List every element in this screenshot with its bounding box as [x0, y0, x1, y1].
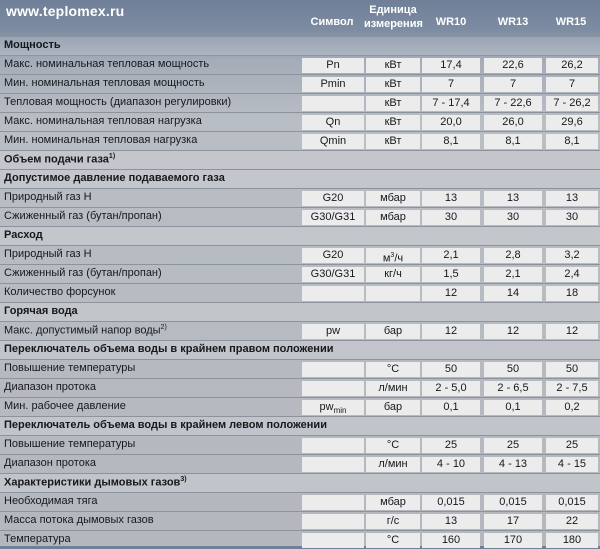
value-wr10: 17,4 — [422, 58, 480, 73]
table-row — [0, 492, 600, 511]
value-wr10: 2,1 — [422, 248, 480, 263]
symbol-text: Pn — [326, 59, 340, 71]
unit-text: кВт — [384, 59, 402, 71]
footnote-ref: 1) — [108, 153, 116, 160]
unit-text: г/с — [386, 515, 400, 527]
label-text: Масса потока дымовых газов — [4, 514, 154, 526]
table-row — [0, 435, 600, 454]
table-row — [0, 188, 600, 207]
symbol-cell — [302, 267, 364, 282]
symbol-text: G30/G31 — [310, 211, 356, 223]
unit-text: кВт — [384, 116, 402, 128]
section-title — [4, 172, 225, 184]
label-text: Температура — [4, 533, 71, 545]
symbol-cell — [302, 77, 364, 92]
value-wr15: 30 — [546, 210, 598, 225]
section-title — [4, 305, 78, 317]
label-text: Сжиженный газ (бутан/пропан) — [4, 267, 162, 279]
table-row — [0, 264, 600, 283]
parameter-label — [4, 58, 209, 70]
symbol-text: Qmin — [319, 135, 347, 147]
value-wr13: 8,1 — [484, 134, 542, 149]
symbol-text: G20 — [322, 249, 344, 261]
label-text: Повышение температуры — [4, 438, 136, 450]
value-wr10: 1,5 — [422, 267, 480, 282]
header-model-wr15: WR15 — [555, 16, 587, 28]
symbol-cell — [302, 438, 364, 453]
parameter-label — [4, 77, 205, 89]
value-wr10: 8,1 — [422, 134, 480, 149]
symbol-cell — [302, 495, 364, 510]
value-wr15: 18 — [546, 286, 598, 301]
unit-cell — [366, 286, 420, 301]
symbol-text: Pmin — [320, 78, 346, 90]
value-wr15: 0,015 — [546, 495, 598, 510]
value-wr15: 8,1 — [546, 134, 598, 149]
label-text: Природный газ H — [4, 191, 92, 203]
section-title — [4, 343, 333, 355]
unit-cell — [366, 495, 420, 510]
unit-cell — [366, 381, 420, 396]
label-text: Мощность — [4, 39, 61, 51]
unit-cell — [366, 210, 420, 225]
label-text: Горячая вода — [4, 305, 78, 317]
symbol-cell — [302, 191, 364, 206]
table-row — [0, 454, 600, 473]
value-wr15: 22 — [546, 514, 598, 529]
unit-cell — [366, 191, 420, 206]
symbol-cell — [302, 400, 364, 415]
value-wr13: 2,8 — [484, 248, 542, 263]
label-text: Количество форсунок — [4, 286, 116, 298]
table-row — [0, 530, 600, 549]
value-wr13: 170 — [484, 533, 542, 548]
value-wr10: 13 — [422, 191, 480, 206]
table-row — [0, 55, 600, 74]
section-header — [0, 473, 600, 492]
unit-cell — [366, 77, 420, 92]
footnote-ref: 3) — [180, 476, 187, 483]
value-wr15: 50 — [546, 362, 598, 377]
symbol-cell — [302, 248, 364, 263]
header-unit: Единица измерения — [364, 4, 423, 30]
parameter-label — [4, 191, 92, 203]
parameter-label — [4, 267, 162, 279]
value-wr10: 13 — [422, 514, 480, 529]
value-wr15: 29,6 — [546, 115, 598, 130]
parameter-label — [4, 324, 167, 337]
value-wr13: 0,1 — [484, 400, 542, 415]
section-title — [4, 153, 115, 166]
value-wr10: 50 — [422, 362, 480, 377]
table-row — [0, 378, 600, 397]
value-wr13: 12 — [484, 324, 542, 339]
symbol-text: G20 — [322, 192, 344, 204]
unit-superscript: 3 — [390, 252, 395, 259]
unit-text: °C — [386, 534, 400, 546]
value-wr13: 25 — [484, 438, 542, 453]
label-text: Сжиженный газ (бутан/пропан) — [4, 210, 162, 222]
symbol-text: pw — [325, 325, 341, 337]
table-row — [0, 397, 600, 416]
label-text: Природный газ H — [4, 248, 92, 260]
symbol-cell — [302, 115, 364, 130]
label-text: Макс. допустимый напор воды — [4, 324, 161, 337]
label-text: Допустимое давление подаваемого газа — [4, 172, 225, 184]
table-row — [0, 207, 600, 226]
section-header — [0, 302, 600, 321]
value-wr13: 4 - 13 — [484, 457, 542, 472]
parameter-label — [4, 134, 197, 146]
unit-cell — [366, 324, 420, 339]
parameter-label — [4, 286, 115, 298]
value-wr15: 2 - 7,5 — [546, 381, 598, 396]
unit-text: л/мин — [378, 458, 408, 470]
value-wr10: 2 - 5,0 — [422, 381, 480, 396]
label-text: Макс. номинальная тепловая мощность — [4, 58, 210, 70]
value-wr13: 0,015 — [484, 495, 542, 510]
label-text: Мин. номинальная тепловая нагрузка — [4, 134, 198, 146]
unit-text: мбар — [380, 496, 406, 508]
table-row — [0, 321, 600, 340]
unit-text: бар — [383, 325, 403, 337]
parameter-label — [4, 533, 71, 545]
table-row — [0, 74, 600, 93]
value-wr13: 22,6 — [484, 58, 542, 73]
table-row — [0, 131, 600, 150]
parameter-label — [4, 248, 92, 260]
unit-text: мбар — [380, 192, 406, 204]
section-header — [0, 150, 600, 169]
value-wr15: 25 — [546, 438, 598, 453]
label-text: Диапазон протока — [4, 381, 96, 393]
unit-cell — [366, 400, 420, 415]
symbol-cell — [302, 134, 364, 149]
symbol-cell — [302, 381, 364, 396]
value-wr10: 7 - 17,4 — [422, 96, 480, 111]
value-wr10: 12 — [422, 324, 480, 339]
section-title — [4, 39, 61, 51]
value-wr13: 50 — [484, 362, 542, 377]
value-wr15: 2,4 — [546, 267, 598, 282]
symbol-subscript: min — [333, 406, 347, 416]
unit-cell — [366, 134, 420, 149]
table-row — [0, 283, 600, 302]
unit-text: кВт — [384, 97, 402, 109]
unit-text: м — [382, 252, 391, 265]
symbol-text: G30/G31 — [310, 268, 356, 280]
table-row — [0, 511, 600, 530]
parameter-label — [4, 115, 202, 127]
unit-text: кВт — [384, 78, 402, 90]
value-wr13: 14 — [484, 286, 542, 301]
value-wr10: 0,015 — [422, 495, 480, 510]
label-text: Повышение температуры — [4, 362, 136, 374]
section-header — [0, 36, 600, 55]
value-wr15: 3,2 — [546, 248, 598, 263]
table-row — [0, 245, 600, 264]
value-wr13: 26,0 — [484, 115, 542, 130]
label-text: Расход — [4, 229, 43, 241]
parameter-label — [4, 96, 231, 108]
parameter-label — [4, 438, 135, 450]
label-text: Характеристики дымовых газов — [4, 476, 181, 489]
unit-text: °C — [386, 363, 400, 375]
unit-cell — [366, 96, 420, 111]
value-wr13: 7 - 22,6 — [484, 96, 542, 111]
unit-cell — [366, 514, 420, 529]
section-title — [4, 419, 327, 431]
section-header — [0, 169, 600, 188]
unit-tail: /ч — [394, 252, 404, 265]
value-wr10: 25 — [422, 438, 480, 453]
header-symbol: Символ — [310, 16, 354, 28]
value-wr15: 4 - 15 — [546, 457, 598, 472]
value-wr13: 7 — [484, 77, 542, 92]
value-wr10: 0,1 — [422, 400, 480, 415]
unit-text: кг/ч — [384, 268, 402, 280]
unit-text: л/мин — [378, 382, 408, 394]
symbol-text: Qn — [325, 116, 341, 128]
site-url[interactable]: www.teplomex.ru — [6, 3, 125, 19]
parameter-label — [4, 495, 98, 507]
unit-cell — [366, 248, 420, 263]
unit-cell — [366, 457, 420, 472]
value-wr13: 13 — [484, 191, 542, 206]
unit-text: мбар — [380, 211, 406, 223]
unit-text: кВт — [384, 135, 402, 147]
section-header — [0, 416, 600, 435]
label-text: Переключатель объема воды в крайнем левом положении — [4, 419, 327, 431]
table-row — [0, 112, 600, 131]
parameter-label — [4, 362, 135, 374]
unit-cell — [366, 362, 420, 377]
value-wr13: 2 - 6,5 — [484, 381, 542, 396]
label-text: Мин. рабочее давление — [4, 400, 126, 412]
symbol-text: pw — [319, 401, 334, 413]
unit-cell — [366, 58, 420, 73]
symbol-cell — [302, 210, 364, 225]
label-text: Необходимая тяга — [4, 495, 98, 507]
label-text: Макс. номинальная тепловая нагрузка — [4, 115, 202, 127]
value-wr15: 0,2 — [546, 400, 598, 415]
value-wr10: 160 — [422, 533, 480, 548]
section-header — [0, 226, 600, 245]
symbol-cell — [302, 96, 364, 111]
value-wr13: 2,1 — [484, 267, 542, 282]
value-wr15: 180 — [546, 533, 598, 548]
unit-text: °C — [386, 439, 400, 451]
value-wr10: 7 — [422, 77, 480, 92]
header-model-wr13: WR13 — [497, 16, 529, 28]
unit-text: бар — [383, 401, 403, 413]
symbol-cell — [302, 362, 364, 377]
section-title — [4, 476, 187, 489]
spec-table — [0, 36, 600, 549]
symbol-cell — [302, 457, 364, 472]
unit-cell — [366, 115, 420, 130]
value-wr15: 7 — [546, 77, 598, 92]
footnote-ref: 2) — [160, 324, 167, 331]
unit-cell — [366, 267, 420, 282]
parameter-label — [4, 514, 154, 526]
parameter-label — [4, 457, 96, 469]
table-header — [0, 0, 600, 36]
header-model-wr10: WR10 — [435, 16, 467, 28]
parameter-label — [4, 210, 162, 222]
label-text: Диапазон протока — [4, 457, 96, 469]
value-wr15: 26,2 — [546, 58, 598, 73]
value-wr10: 30 — [422, 210, 480, 225]
value-wr13: 17 — [484, 514, 542, 529]
symbol-cell — [302, 286, 364, 301]
section-title — [4, 229, 43, 241]
symbol-cell — [302, 514, 364, 529]
value-wr15: 12 — [546, 324, 598, 339]
symbol-cell — [302, 324, 364, 339]
label-text: Объем подачи газа — [4, 153, 109, 166]
label-text: Тепловая мощность (диапазон регулировки) — [4, 96, 232, 108]
parameter-label — [4, 381, 96, 393]
value-wr13: 30 — [484, 210, 542, 225]
label-text: Мин. номинальная тепловая мощность — [4, 77, 205, 89]
value-wr15: 13 — [546, 191, 598, 206]
table-row — [0, 93, 600, 112]
value-wr10: 12 — [422, 286, 480, 301]
label-text: Переключатель объема воды в крайнем правом положении — [4, 343, 334, 355]
value-wr10: 20,0 — [422, 115, 480, 130]
unit-cell — [366, 438, 420, 453]
parameter-label — [4, 400, 126, 412]
value-wr15: 7 - 26,2 — [546, 96, 598, 111]
value-wr10: 4 - 10 — [422, 457, 480, 472]
symbol-cell — [302, 58, 364, 73]
section-header — [0, 340, 600, 359]
table-row — [0, 359, 600, 378]
